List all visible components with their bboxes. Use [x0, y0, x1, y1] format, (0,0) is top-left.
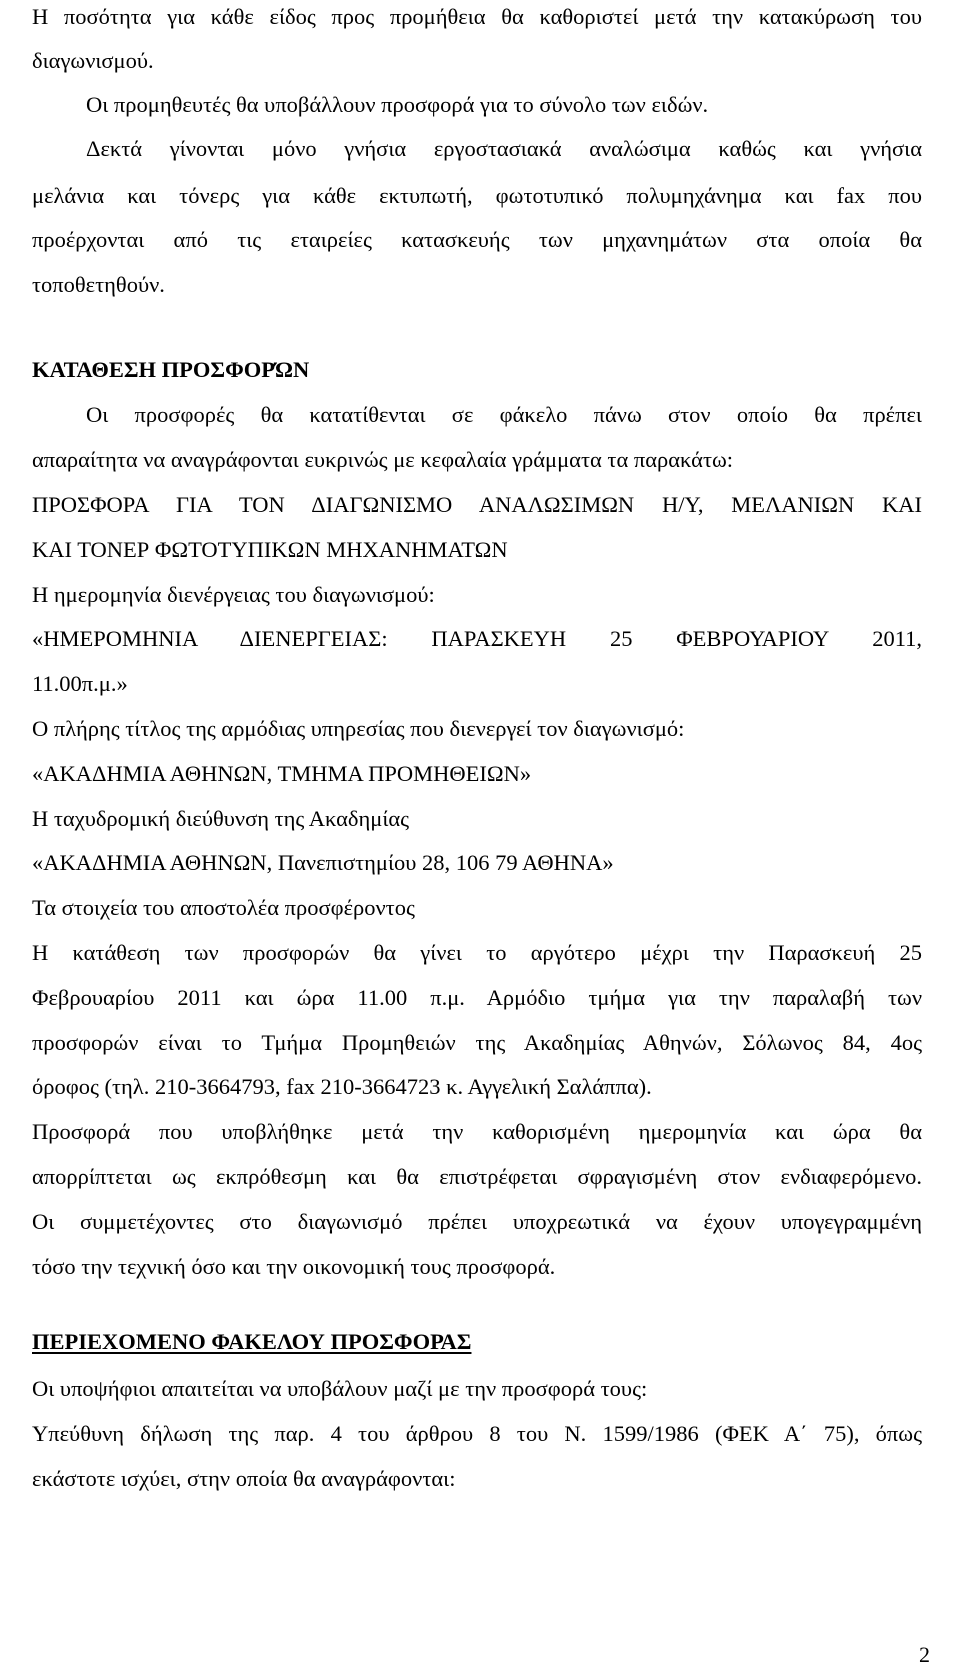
text-line: Δεκτά γίνονται μόνο γνήσια εργοστασιακά αναλώσιμα καθώς και γνήσια: [86, 136, 922, 161]
text-line: προσφορών είναι το Τμήμα Προμηθειών της Ακαδημίας Αθηνών, Σόλωνος 84, 4ος: [32, 1030, 922, 1055]
text-line: 11.00π.μ.»: [32, 671, 128, 696]
text-line: Η ημερομηνία διενέργειας του διαγωνισμού:: [32, 582, 435, 607]
text-line: διαγωνισμού.: [32, 48, 154, 73]
text-line: Η ταχυδρομική διεύθυνση της Ακαδημίας: [32, 806, 410, 831]
text-line: Οι προμηθευτές θα υποβάλλουν προσφορά για το σύνολο των ειδών.: [86, 92, 709, 117]
text-line: Υπεύθυνη δήλωση της παρ. 4 του άρθρου 8 του Ν. 1599/1986 (ΦΕΚ Α΄ 75), όπως: [32, 1421, 922, 1446]
text-line: Φεβρουαρίου 2011 και ώρα 11.00 π.μ. Αρμόδιο τμήμα για την παραλαβή των: [32, 985, 922, 1010]
text-line: Οι προσφορές θα κατατίθενται σε φάκελο πάνω στον οποίο θα πρέπει: [86, 402, 922, 427]
text-line: μελάνια και τόνερς για κάθε εκτυπωτή, φωτοτυπικό πολυμηχάνημα και fax που: [32, 183, 922, 208]
section-heading: ΚΑΤΑΘΕΣΗ ΠΡΟΣΦΟΡΏΝ: [32, 357, 310, 382]
text-line: Ο πλήρης τίτλος της αρμόδιας υπηρεσίας που διενεργεί τον διαγωνισμό:: [32, 716, 685, 741]
text-line: Οι υποψήφιοι απαιτείται να υποβάλουν μαζί με την προσφορά τους:: [32, 1376, 648, 1401]
text-line: «ΑΚΑΔΗΜΙΑ ΑΘΗΝΩΝ, Πανεπιστημίου 28, 106 79 ΑΘΗΝΑ»: [32, 850, 614, 875]
text-line: «ΗΜΕΡΟΜΗΝΙΑ ΔΙΕΝΕΡΓΕΙΑΣ: ΠΑΡΑΣΚΕΥΗ 25 ΦΕΒΡΟΥΑΡΙΟΥ 2011,: [32, 626, 922, 651]
text-line: ΚΑΙ ΤΟΝΕΡ ΦΩΤΟΤΥΠΙΚΩΝ ΜΗΧΑΝΗΜΑΤΩΝ: [32, 537, 508, 562]
text-line: απορρίπτεται ως εκπρόθεσμη και θα επιστρέφεται σφραγισμένη στον ενδιαφερόμενο.: [32, 1164, 922, 1189]
page-number: 2: [919, 1642, 930, 1667]
text-line: προέρχονται από τις εταιρείες κατασκευής των μηχανημάτων στα οποία θα: [32, 227, 922, 252]
text-line: Η ποσότητα για κάθε είδος προς προμήθεια θα καθοριστεί μετά την κατακύρωση του: [32, 4, 922, 29]
text-line: Προσφορά που υποβλήθηκε μετά την καθορισμένη ημερομηνία και ώρα θα: [32, 1119, 922, 1144]
text-line: Η κατάθεση των προσφορών θα γίνει το αργότερο μέχρι την Παρασκευή 25: [32, 940, 922, 965]
text-line: τοποθετηθούν.: [32, 272, 165, 297]
section-heading: ΠΕΡΙΕΧΟΜΕΝΟ ΦΑΚΕΛΟΥ ΠΡΟΣΦΟΡΑΣ: [32, 1329, 472, 1354]
text-line: Οι συμμετέχοντες στο διαγωνισμό πρέπει υποχρεωτικά να έχουν υπογεγραμμένη: [32, 1209, 922, 1234]
text-line: εκάστοτε ισχύει, στην οποία θα αναγράφονται:: [32, 1466, 456, 1491]
text-line: ΠΡΟΣΦΟΡΑ ΓΙΑ ΤΟΝ ΔΙΑΓΩΝΙΣΜΟ ΑΝΑΛΩΣΙΜΩΝ Η/Υ, ΜΕΛΑΝΙΩΝ ΚΑΙ: [32, 492, 922, 517]
text-line: Τα στοιχεία του αποστολέα προσφέροντος: [32, 895, 415, 920]
text-line: όροφος (τηλ. 210-3664793, fax 210-3664723 κ. Αγγελική Σαλάππα).: [32, 1074, 652, 1099]
text-line: τόσο την τεχνική όσο και την οικονομική τους προσφορά.: [32, 1254, 556, 1279]
text-line: «ΑΚΑΔΗΜΙΑ ΑΘΗΝΩΝ, ΤΜΗΜΑ ΠΡΟΜΗΘΕΙΩΝ»: [32, 761, 532, 786]
text-line: απαραίτητα να αναγράφονται ευκρινώς με κεφαλαία γράμματα τα παρακάτω:: [32, 447, 734, 472]
